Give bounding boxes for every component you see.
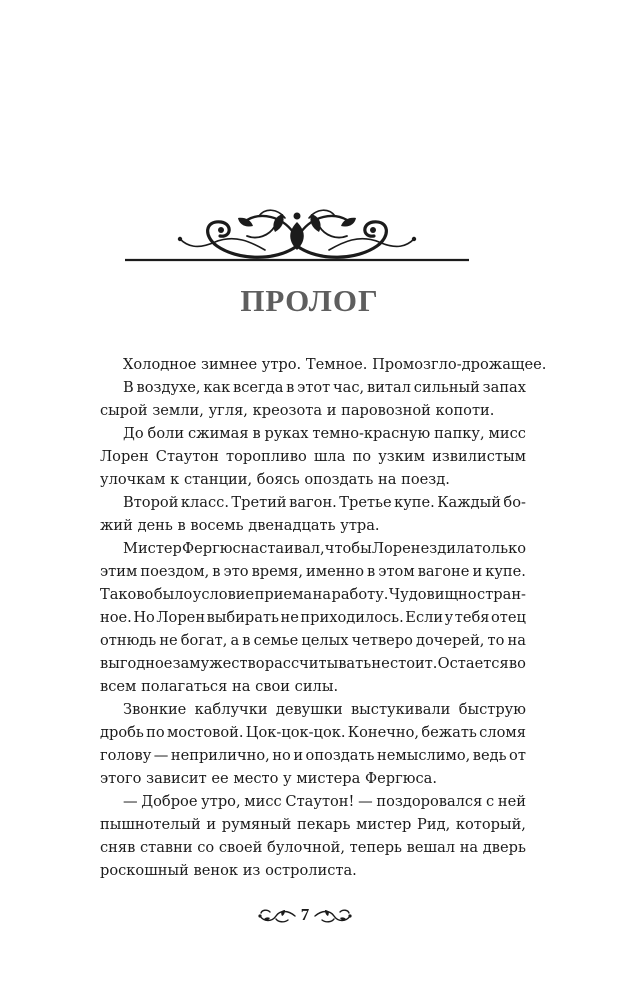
word: к [170, 471, 180, 488]
word: Холодное [123, 356, 197, 373]
word: с [486, 793, 495, 810]
word: Если [405, 609, 444, 626]
word: богат, [180, 632, 228, 649]
word: — [153, 747, 169, 764]
word: — [123, 793, 138, 810]
word: выгодное [100, 655, 173, 672]
word: этого [100, 770, 142, 787]
chapter-title: ПРОЛОГ [240, 283, 379, 318]
text-line [100, 652, 526, 675]
word: Стаутон [155, 448, 219, 465]
word: пышнотелый [100, 816, 201, 833]
text-line [100, 836, 526, 859]
word: Темное. [305, 356, 368, 373]
word: Звонкие [123, 701, 187, 718]
word: на [507, 632, 526, 649]
word: силы. [294, 678, 339, 695]
word: сжимая [187, 425, 249, 442]
paragraph-first-line [100, 422, 526, 445]
word: по [352, 448, 372, 465]
word: поезд. [401, 471, 450, 488]
word: отнюдь [100, 632, 157, 649]
word: но [272, 747, 291, 764]
word: на [312, 586, 332, 603]
text-line [100, 399, 526, 422]
word: полагаться [141, 678, 228, 695]
word: четверо [351, 632, 413, 649]
word: витал [366, 379, 411, 396]
paragraph-first-line [100, 537, 526, 560]
word: ней [497, 793, 526, 810]
body-text [100, 353, 547, 882]
word: замужество [172, 655, 265, 672]
word: До [123, 425, 144, 442]
word: ное. [100, 609, 132, 626]
word: у [283, 770, 292, 787]
word: бо- [503, 494, 526, 511]
word: не [280, 609, 299, 626]
word: креозота [252, 402, 323, 419]
word: поездом, [140, 563, 210, 580]
word: выстукивали [350, 701, 451, 718]
word: утра. [340, 517, 380, 534]
word: условие [192, 586, 255, 603]
word: боясь [256, 471, 300, 488]
word: Третье [339, 494, 392, 511]
word: булочной, [267, 839, 345, 856]
text-line [100, 721, 526, 744]
word: дробь [100, 724, 144, 741]
word: стоит. [389, 655, 438, 672]
word: целых [301, 632, 349, 649]
word: свои [255, 678, 290, 695]
paragraph-first-line [100, 790, 526, 813]
word: улочкам [100, 471, 166, 488]
word: двенадцать [248, 517, 336, 534]
word: роскошный [100, 862, 189, 879]
text-line [100, 675, 526, 698]
word: девушки [275, 701, 343, 718]
word: в [367, 563, 376, 580]
word: день [137, 517, 173, 534]
word: чтобы [324, 540, 372, 557]
word: шла [313, 448, 346, 465]
word: который, [455, 816, 526, 833]
word: приема [254, 586, 313, 603]
word: приходилось. [300, 609, 404, 626]
word: тебя [454, 609, 490, 626]
text-line [100, 744, 526, 767]
word: воздухе, [136, 379, 201, 396]
word: опоздать [304, 471, 374, 488]
word: только [474, 540, 526, 557]
word: мистер [356, 816, 412, 833]
word: сняв [100, 839, 136, 856]
word: купе. [394, 494, 435, 511]
word: копоти. [435, 402, 495, 419]
word: сырой [100, 402, 148, 419]
paragraph-first-line [100, 698, 526, 721]
word: место [233, 770, 279, 787]
text-line [100, 767, 526, 790]
word: Третий [231, 494, 287, 511]
word: руках [264, 425, 309, 442]
paragraph-first-line [100, 353, 547, 376]
word: быструю [458, 701, 526, 718]
word: этом [378, 563, 415, 580]
word: Лорен [371, 540, 421, 557]
word: дочерей, [416, 632, 485, 649]
paragraph-first-line [100, 491, 526, 514]
word: немыслимо, [376, 747, 471, 764]
word: и [293, 747, 304, 764]
word: было [153, 586, 193, 603]
flourish-left-icon [258, 908, 296, 924]
word: Таково [100, 586, 154, 603]
word: как [203, 379, 231, 396]
word: боли [147, 425, 185, 442]
word: паровозной [341, 402, 431, 419]
text-line [100, 859, 526, 882]
word: пекарь [296, 816, 351, 833]
text-line [100, 813, 526, 836]
flourish-right-icon [314, 908, 352, 924]
word: купе. [485, 563, 526, 580]
paragraph-first-line [100, 376, 526, 399]
word: Каждый [437, 494, 501, 511]
word: время, [251, 563, 303, 580]
word: и [472, 563, 483, 580]
word: Мистер [123, 540, 182, 557]
word: станции, [183, 471, 253, 488]
word: этим [100, 563, 138, 580]
word: Лорен [100, 448, 149, 465]
word: неприлично, [170, 747, 270, 764]
word: Но [133, 609, 155, 626]
text-line [100, 560, 526, 583]
word: в [177, 517, 186, 534]
word: выбирать [206, 609, 279, 626]
flourish-divider-icon [125, 206, 469, 268]
word: час, [333, 379, 365, 396]
word: вагоне [417, 563, 470, 580]
word: от [509, 747, 526, 764]
word: Фергюса. [365, 770, 437, 787]
word: всем [100, 678, 137, 695]
word: зимнее [201, 356, 258, 373]
word: ее [211, 770, 229, 787]
word: Лорен [156, 609, 206, 626]
word: сильный [413, 379, 480, 396]
word: дверь [482, 839, 526, 856]
text-line [100, 583, 526, 606]
word: Конечно, [347, 724, 420, 741]
page-footer [0, 903, 619, 929]
word: В [123, 379, 134, 396]
word: стран- [477, 586, 526, 603]
word: Цок-цок-цок. [245, 724, 346, 741]
word: отец [491, 609, 526, 626]
word: всегда [233, 379, 284, 396]
word: мостовой. [166, 724, 244, 741]
word: этот [297, 379, 331, 396]
word: опоздать [305, 747, 375, 764]
word: Рид, [417, 816, 451, 833]
word: в [286, 379, 295, 396]
word: румяный [221, 816, 292, 833]
word: на [459, 839, 479, 856]
word: жий [100, 517, 133, 534]
word: на [231, 678, 251, 695]
word: не [371, 655, 390, 672]
word: рассчитывать [264, 655, 372, 672]
word: и [206, 816, 217, 833]
word: извилистым [432, 448, 526, 465]
word: теперь [349, 839, 403, 856]
word: в [212, 563, 221, 580]
word: земли, [152, 402, 204, 419]
word: своей [218, 839, 263, 856]
word: то [487, 632, 505, 649]
word: класс. [180, 494, 229, 511]
word: Фергюс [182, 540, 241, 557]
word: утро, [201, 793, 241, 810]
word: утро. [261, 356, 302, 373]
word: поздоровался [376, 793, 483, 810]
text-line [100, 629, 526, 652]
word: Остается [437, 655, 509, 672]
word: именно [306, 563, 364, 580]
word: семье [253, 632, 299, 649]
word: а [230, 632, 240, 649]
word: у [444, 609, 454, 626]
word: мисс [488, 425, 526, 442]
page-number: 7 [300, 905, 310, 924]
word: в [242, 632, 251, 649]
word: ставни [139, 839, 193, 856]
word: работу. [331, 586, 389, 603]
word: каблучки [194, 701, 268, 718]
word: по [146, 724, 165, 741]
word: сломя [479, 724, 526, 741]
word: не [159, 632, 178, 649]
word: вагон. [289, 494, 337, 511]
word: Чудовищно [388, 586, 477, 603]
word: это [223, 563, 249, 580]
word: ездила [420, 540, 474, 557]
word: на [377, 471, 397, 488]
word: Промозгло-дрожащее. [372, 356, 547, 373]
word: узким [378, 448, 425, 465]
word: со [197, 839, 215, 856]
word: запах [482, 379, 526, 396]
word: венок [193, 862, 239, 879]
word: мисс [244, 793, 282, 810]
word: остролиста. [265, 862, 357, 879]
word: Стаутон! [285, 793, 355, 810]
word: бежать [421, 724, 477, 741]
text-line [100, 606, 526, 629]
word: восемь [190, 517, 244, 534]
word: зависит [146, 770, 207, 787]
word: Доброе [141, 793, 198, 810]
word: — [358, 793, 373, 810]
word: во [508, 655, 526, 672]
word: голову [100, 747, 152, 764]
text-line [100, 468, 526, 491]
word: и [326, 402, 337, 419]
text-line [100, 514, 526, 537]
word: в [252, 425, 261, 442]
word: торопливо [226, 448, 307, 465]
word: мистера [296, 770, 361, 787]
word: вешал [406, 839, 456, 856]
word: папку, [434, 425, 485, 442]
word: из [242, 862, 261, 879]
word: темно-красную [312, 425, 431, 442]
word: угля, [208, 402, 248, 419]
word: Второй [123, 494, 179, 511]
text-line [100, 445, 526, 468]
word: настаивал, [240, 540, 325, 557]
word: ведь [472, 747, 507, 764]
